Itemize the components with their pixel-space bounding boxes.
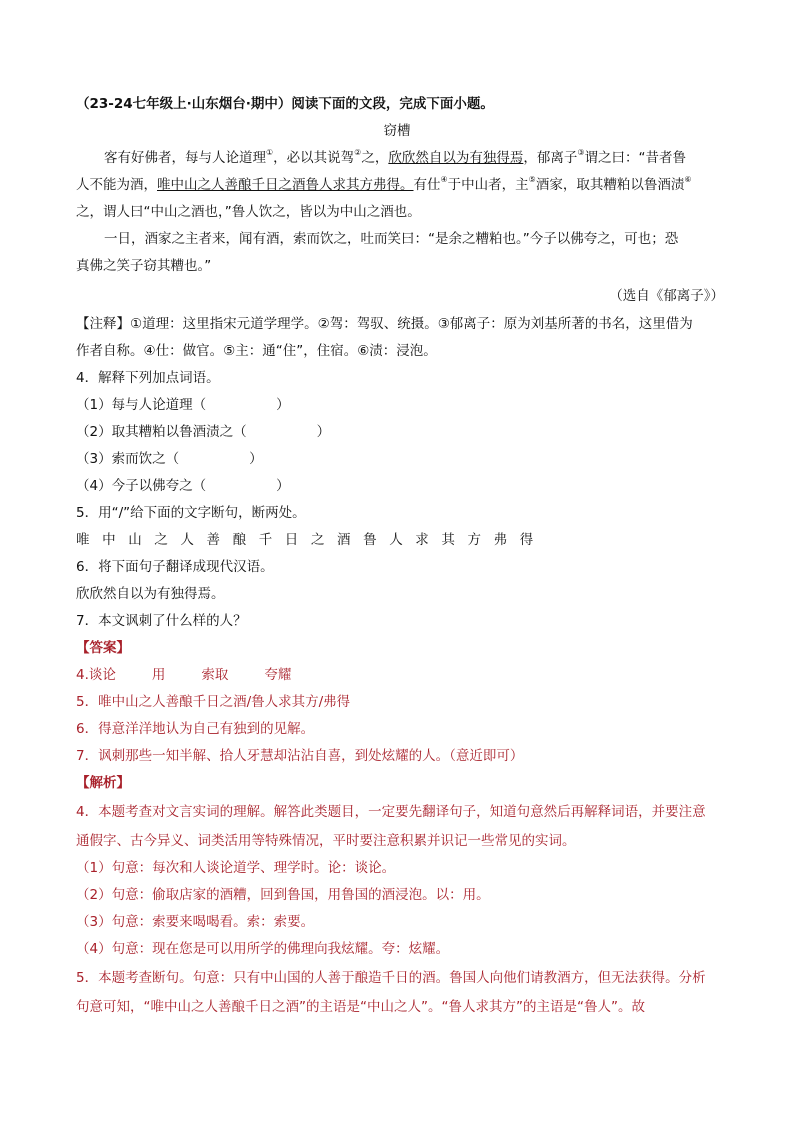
question-6-text: 欣欣然自以为有独得焉。 bbox=[76, 586, 225, 602]
answer-4: 4.谈论 用 索取 夸耀 bbox=[76, 667, 292, 683]
passage-line: 之，谓人曰“中山之酒也，”鲁人饮之，皆以为中山之酒也。 bbox=[76, 204, 421, 220]
notes-line: 【注释】①道理：这里指宋元道学理学。②驾：驾驭、统摄。③郁离子：原为刘基所著的书名，这里借为 bbox=[76, 316, 693, 332]
analysis-line: （2）句意：偷取店家的酒糟，回到鲁国，用鲁国的酒浸泡。以：用。 bbox=[76, 887, 490, 903]
question-4-item: （3）索而饮之（ ） bbox=[76, 451, 263, 467]
question-4-item: （4）今子以佛夸之（ ） bbox=[76, 478, 290, 494]
question-4: 4．解释下列加点词语。 bbox=[76, 370, 220, 386]
answer-label: 【答案】 bbox=[76, 640, 130, 656]
passage-title: 窃槽 bbox=[383, 123, 411, 139]
question-4-item: （2）取其糟粕以鲁酒渍之（ ） bbox=[76, 424, 331, 440]
answer-5: 5．唯中山之人善酿千日之酒/鲁人求其方/弗得 bbox=[76, 694, 351, 710]
analysis-line: 5．本题考查断句。句意：只有中山国的人善于酿造千日的酒。鲁国人向他们请教酒方，但无法获得。分析 bbox=[76, 970, 706, 986]
analysis-label: 【解析】 bbox=[76, 775, 130, 791]
question-6: 6．将下面句子翻译成现代汉语。 bbox=[76, 559, 274, 575]
analysis-line: 句意可知，“唯中山之人善酿千日之酒”的主语是“中山之人”。“鲁人求其方”的主语是“鲁人”。故 bbox=[76, 999, 645, 1015]
analysis-line: 4．本题考查对文言实词的理解。解答此类题目，一定要先翻译句子，知道句意然后再解释词语，并要注意 bbox=[76, 804, 706, 820]
analysis-line: （3）句意：索要来喝喝看。索：索要。 bbox=[76, 914, 315, 930]
analysis-line: 通假字、古今异义、词类活用等特殊情况，平时要注意积累并识记一些常见的实词。 bbox=[76, 833, 576, 849]
question-7: 7．本文讽刺了什么样的人？ bbox=[76, 613, 247, 629]
passage-line: 人不能为酒，唯中山之人善酿千日之酒鲁人求其方弗得。有仕④于中山者，主⑤酒家，取其糟粕以鲁酒渍⑥ bbox=[76, 175, 692, 193]
question-5: 5．用“/”给下面的文字断句，断两处。 bbox=[76, 505, 306, 521]
analysis-line: （4）句意：现在您是可以用所学的佛理向我炫耀。夸：炫耀。 bbox=[76, 941, 450, 957]
analysis-line: （1）句意：每次和人谈论道学、理学时。论：谈论。 bbox=[76, 860, 396, 876]
passage-line: 一日，酒家之主者来，闻有酒，索而饮之，吐而笑曰：“是余之糟粕也。”今子以佛夸之，可也；恐 bbox=[104, 231, 679, 247]
question-4-item: （1）每与人论道理（ ） bbox=[76, 397, 290, 413]
passage-line: 客有好佛者，每与人论道理①，必以其说驾②之，欣欣然自以为有独得焉，郁离子③谓之曰：“昔者鲁 bbox=[104, 148, 687, 166]
question-5-text: 唯中山之人善酿千日之酒鲁人求其方弗得 bbox=[76, 532, 546, 548]
passage-line: 真佛之笑子窃其糟也。” bbox=[76, 258, 212, 274]
passage-source: （选自《郁离子》） bbox=[609, 288, 724, 304]
answer-7: 7．讽刺那些一知半解、拾人牙慧却沾沾自喜，到处炫耀的人。（意近即可） bbox=[76, 748, 524, 764]
answer-6: 6．得意洋洋地认为自己有独到的见解。 bbox=[76, 721, 315, 737]
notes-line: 作者自称。④仕：做官。⑤主：通“住”，住宿。⑥渍：浸泡。 bbox=[76, 343, 437, 359]
question-heading: （23-24七年级上·山东烟台·期中）阅读下面的文段，完成下面小题。 bbox=[76, 96, 494, 112]
